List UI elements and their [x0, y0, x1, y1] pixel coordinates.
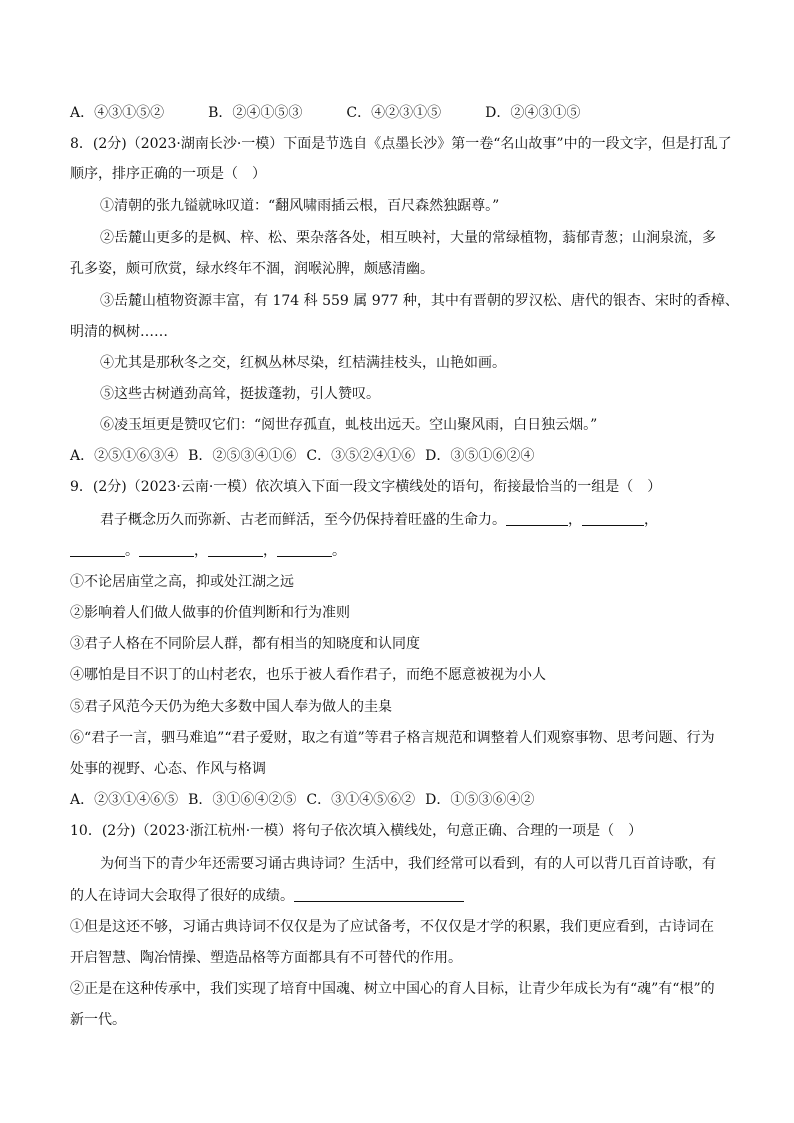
q10-item-2: ②正是在这种传承中，我们实现了培育中国魂、树立中国心的育人目标，让青少年成长为有“魂”有“根”的	[70, 981, 715, 997]
q9-comma: ，	[194, 543, 208, 559]
q9-comma: ，	[263, 543, 277, 559]
q8-item-3-cont: 明清的枫树……	[70, 324, 168, 340]
q9-blank-5[interactable]	[208, 542, 263, 557]
q7-option-a[interactable]: A．④③①⑤②	[70, 105, 165, 121]
q7-option-d[interactable]: D．②④③①⑤	[485, 105, 581, 121]
q9-item-2: ②影响着人们做人做事的价值判断和行为准则	[70, 605, 350, 621]
q9-option-c[interactable]: C．③①④⑤⑥②	[306, 792, 416, 808]
q9-item-1: ①不论居庙堂之高，抑或处江湖之远	[70, 574, 294, 590]
q9-blank-1[interactable]	[506, 511, 568, 526]
q9-passage-text: 君子概念历久而弥新、古老而鲜活，至今仍保持着旺盛的生命力。	[100, 512, 506, 528]
q9-comma: ，	[568, 512, 582, 528]
q8-option-d[interactable]: D．③⑤①⑥②④	[425, 448, 535, 464]
q10-stem: 10．(2分)（2023·浙江杭州·一模）将句子依次填入横线处，句意正确、合理的一项是（ ）	[70, 823, 643, 839]
q8-option-c[interactable]: C．③⑤②④①⑥	[306, 448, 416, 464]
q8-option-a[interactable]: A．②⑤①⑥③④	[70, 448, 179, 464]
q8-item-1: ①清朝的张九镒就咏叹道：“翻风啸雨插云根，百尺森然独踞尊。”	[100, 198, 500, 214]
q8-stem-line1: 8．(2分)（2023·湖南长沙·一模）下面是节选自《点墨长沙》第一卷“名山故事”中的一段文字，但是打乱了	[70, 136, 732, 152]
q10-item-2-cont: 新一代。	[70, 1012, 126, 1028]
q8-item-2-cont: 孔多姿，颇可欣赏，绿水终年不涸，润喉沁脾，颇感清幽。	[70, 261, 434, 277]
q7-option-c[interactable]: C．④②③①⑤	[346, 105, 442, 121]
q10-item-1-cont: 开启智慧、陶冶情操、塑造品格等方面都具有不可替代的作用。	[70, 950, 462, 966]
q10-passage-text: 的人在诗词大会取得了很好的成绩。	[70, 888, 294, 904]
q9-item-4: ④哪怕是目不识丁的山村老农，也乐于被人看作君子，而绝不愿意被视为小人	[70, 667, 546, 683]
q9-period: 。	[332, 543, 346, 559]
q10-blank[interactable]	[294, 887, 464, 902]
q9-passage-blanks	[70, 541, 730, 561]
q8-item-4: ④尤其是那秋冬之交，红枫丛林尽染，红桔满挂枝头，山艳如画。	[100, 355, 506, 371]
q9-blank-4[interactable]	[139, 542, 194, 557]
q9-item-6-cont: 处事的视野、心态、作风与格调	[70, 761, 266, 777]
q7-options	[70, 103, 730, 123]
q8-item-2: ②岳麓山更多的是枫、梓、松、栗杂落各处，相互映衬，大量的常绿植物，蓊郁青葱；山涧泉流，多	[100, 230, 716, 246]
q8-options	[70, 446, 730, 466]
q9-blank-3[interactable]	[70, 542, 125, 557]
q9-option-a[interactable]: A．②③①④⑥⑤	[70, 792, 179, 808]
q9-blank-6[interactable]	[277, 542, 332, 557]
q9-period: 。	[125, 543, 139, 559]
q9-option-b[interactable]: B．③①⑥④②⑤	[188, 792, 297, 808]
q9-item-5: ⑤君子风范今天仍为绝大多数中国人奉为做人的圭臬	[70, 699, 392, 715]
q9-stem: 9．(2分)（2023·云南·一模）依次填入下面一段文字横线处的语句，衔接最恰当的一组是（ ）	[70, 479, 662, 495]
q10-passage-line2	[70, 886, 730, 906]
q9-comma: ，	[644, 512, 658, 528]
q9-blank-2[interactable]	[582, 511, 644, 526]
q8-option-b[interactable]: B．②⑤③④①⑥	[188, 448, 297, 464]
q7-option-b[interactable]: B．②④①⑤③	[208, 105, 303, 121]
q9-item-3: ③君子人格在不同阶层人群，都有相当的知晓度和认同度	[70, 636, 420, 652]
q8-item-6: ⑥凌玉垣更是赞叹它们：“阅世存孤直，虬枝出远天。空山聚风雨，白日独云烟。”	[100, 417, 598, 433]
q8-item-5: ⑤这些古树遒劲高耸，挺拔蓬勃，引人赞叹。	[100, 386, 380, 402]
q9-item-6: ⑥“君子一言，驷马难追”“君子爱财，取之有道”等君子格言规范和调整着人们观察事物、思考问题、行为	[70, 730, 715, 746]
q9-passage	[100, 510, 730, 530]
q9-options	[70, 790, 730, 810]
q8-stem-line2: 顺序，排序正确的一项是（ ）	[70, 166, 266, 182]
q9-option-d[interactable]: D．①⑤③⑥④②	[425, 792, 535, 808]
q10-item-1: ①但是这还不够，习诵古典诗词不仅仅是为了应试备考，不仅仅是才学的积累，我们更应看到，古诗词在	[70, 919, 714, 935]
q10-passage-line1: 为何当下的青少年还需要习诵古典诗词？生活中，我们经常可以看到，有的人可以背几百首诗歌，有	[100, 856, 716, 872]
q8-item-3: ③岳麓山植物资源丰富，有 174 科 559 属 977 种，其中有晋朝的罗汉松、唐代的银杏、宋时的香樟、	[100, 293, 739, 309]
